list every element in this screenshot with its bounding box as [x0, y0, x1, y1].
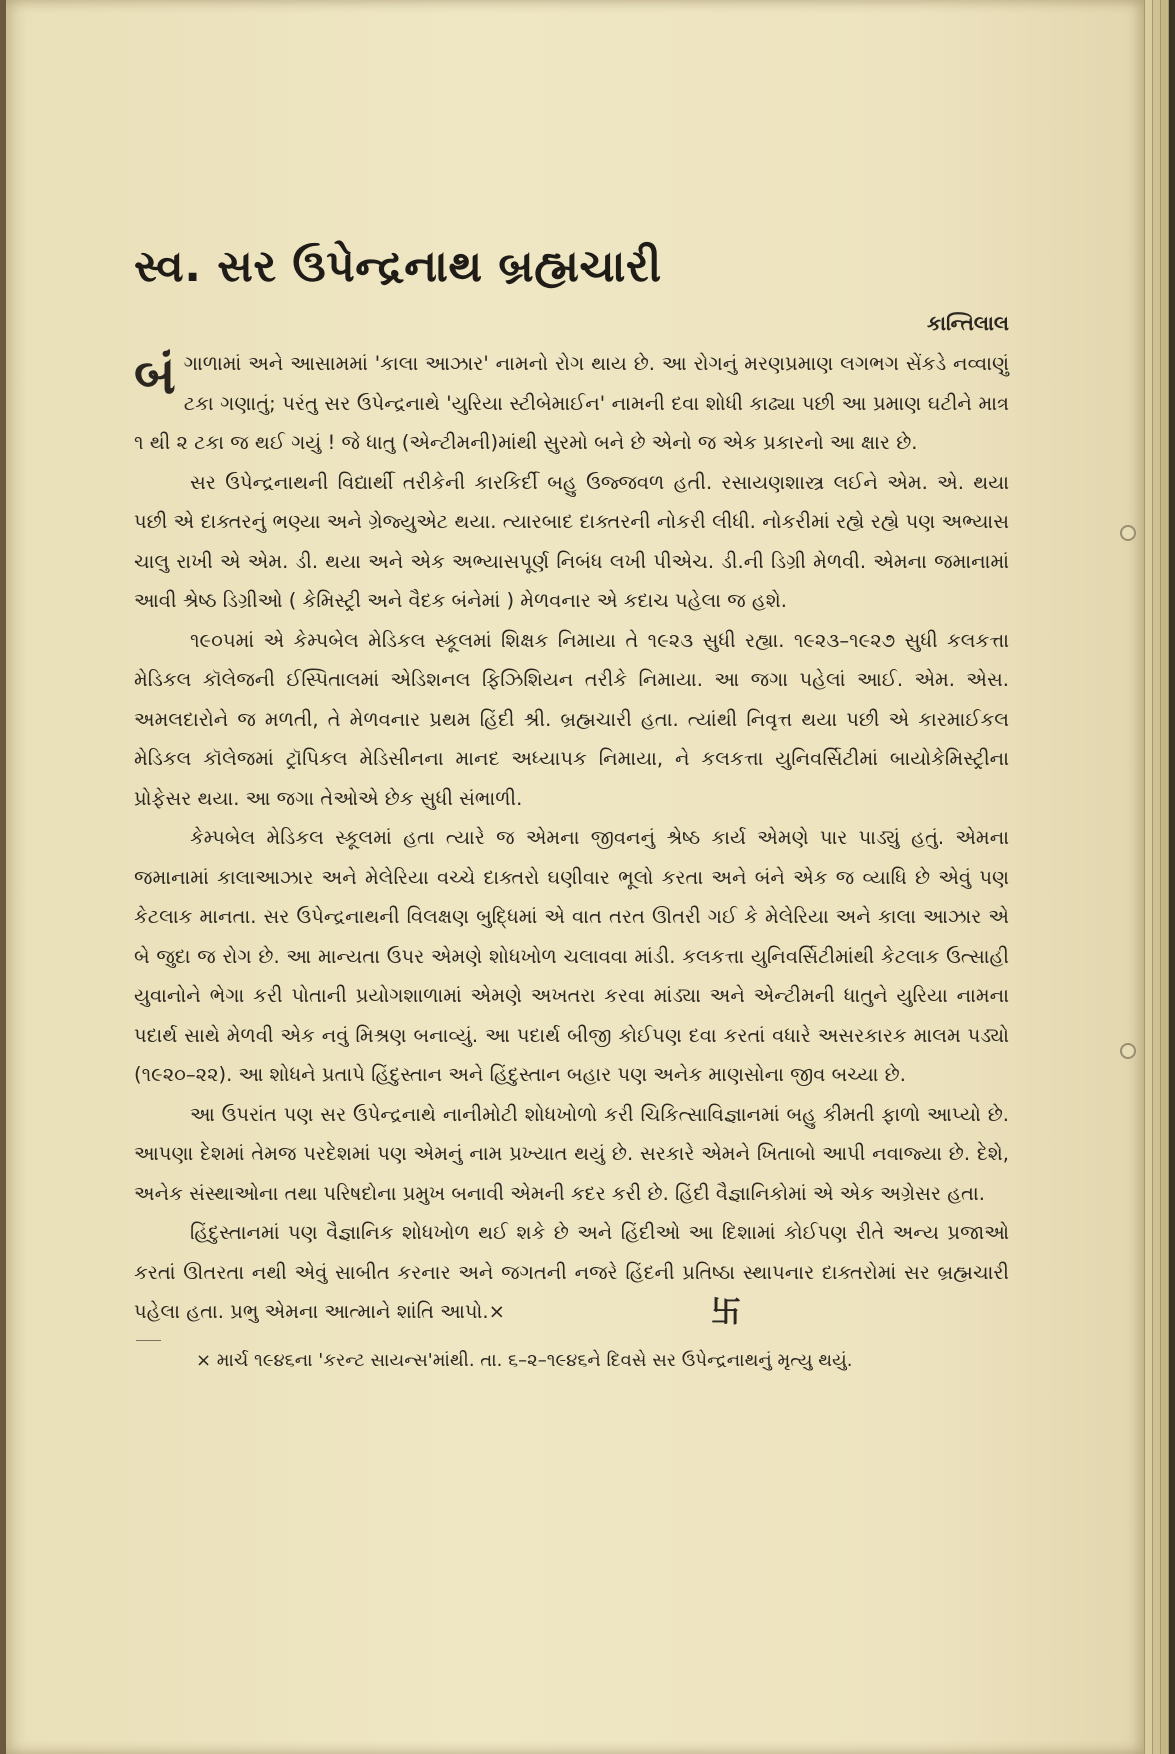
- article-title: સ્વ. સર ઉપેન્દ્રનાથ બ્રહ્મચારી: [134, 241, 662, 292]
- drop-cap: બં: [134, 346, 176, 406]
- book-spine-shadow: [1168, 0, 1175, 1754]
- article-paragraph: ૧૯૦૫માં એ કેમ્પબેલ મેડિકલ સ્કૂલમાં શિક્ષક નિમાયા તે ૧૯૨૩ સુધી રહ્યા. ૧૯૨૩–૧૯૨૭ સુધી કલકત્તા મેડિકલ કૉલેજની ઈસ્પિતાલમાં એડિશનલ ફિઝિશિયન તરીકે નિમાયા. આ જગા પહેલાં આઈ. એમ. એસ. અમલદારોને જ મળતી, તે મેળવનાર પ્રથમ હિંદી શ્રી. બ્રહ્મચારી હતા. ત્યાંથી નિવૃત્ત થયા પછી એ કારમાઈકલ મેડિકલ કૉલેજમાં ટ્રૉપિકલ મેડિસીનના માનદ અધ્યાપક નિમાયા, ને કલકત્તા યુનિવર્સિટીમાં બાયોકેમિસ્ટ્રીના પ્રોફેસર થયા. આ જગા તેઓએ છેક સુધી સંભાળી.: [134, 628, 1009, 810]
- page-edge: [1144, 0, 1152, 1754]
- paragraph-text: હિંદુસ્તાનમાં પણ વૈજ્ઞાનિક શોધખોળ થઈ શકે છે અને હિંદીઓ આ દિશામાં કોઈપણ રીતે અન્ય પ્રજાઓ કરતાં ઊતરતા નથી એવું સાબીત કરનાર અને જગતની નજરે હિંદની પ્રતિષ્ઠા સ્થાપનાર દાક્તરોમાં સર બ્રહ્મચારી પહેલા હતા. પ્રભુ એમના આત્માને શાંતિ આપો.×: [134, 1221, 1009, 1323]
- page-edge: [1152, 0, 1160, 1754]
- article-author: કાન્તિલાલ: [927, 311, 1009, 335]
- article-paragraph: આ ઉપરાંત પણ સર ઉપેન્દ્રનાથે નાનીમોટી શોધખોળો કરી ચિકિત્સાવિજ્ઞાનમાં બહુ કીમતી ફાળો આપ્યો છે. આપણા દેશમાં તેમજ પરદેશમાં પણ એમનું નામ પ્રખ્યાત થયું છે. સરકારે એમને ખિતાબો આપી નવાજ્યા છે. દેશે, અનેક સંસ્થાઓના તથા પરિષદોના પ્રમુખ બનાવી એમની કદર કરી છે. હિંદી વૈજ્ઞાનિકોમાં એ એક અગ્રેસર હતા.: [134, 1102, 1009, 1205]
- swastika-ornament-icon: 卐: [710, 1294, 741, 1330]
- footnote: × માર્ચ ૧૯૪૬ના 'કરન્ટ સાયન્સ'માંથી. તા. ૬–૨–૧૯૪૬ને દિવસે સર ઉપેન્દ્રનાથનું મૃત્યુ થયું.: [196, 1349, 853, 1371]
- article-paragraph: સર ઉપેન્દ્રનાથની વિદ્યાર્થી તરીકેની કારકિર્દી બહુ ઉજ્જવળ હતી. રસાયણશાસ્ત્ર લઈને એમ. એ. થયા પછી એ દાક્તરનું ભણ્યા અને ગ્રેજ્યુએટ થયા. ત્યારબાદ દાક્તરની નોકરી લીધી. નોકરીમાં રહ્યે રહ્યે પણ અભ્યાસ ચાલુ રાખી એ એમ. ડી. થયા અને એક અભ્યાસપૂર્ણ નિબંધ લખી પીએચ. ડી.ની ડિગ્રી મેળવી. એમના જમાનામાં આવી શ્રેષ્ઠ ડિગ્રીઓ ( કેમિસ્ટ્રી અને વૈદક બંનેમાં ) મેળવનાર એ કદાચ પહેલા જ હશે.: [134, 470, 1009, 612]
- article: [134, 238, 1009, 1381]
- book-page: [6, 0, 1144, 1754]
- article-paragraph: કેમ્પબેલ મેડિકલ સ્કૂલમાં હતા ત્યારે જ એમના જીવનનું શ્રેષ્ઠ કાર્ય એમણે પાર પાડ્યું હતું. એમના જમાનામાં કાલાઆઝાર અને મેલેરિયા વચ્ચે દાક્તરો ઘણીવાર ભૂલો કરતા અને બંને એક જ વ્યાધિ છે એવું પણ કેટલાક માનતા. સર ઉપેન્દ્રનાથની વિલક્ષણ બુદ્ધિમાં એ વાત તરત ઊતરી ગઈ કે મેલેરિયા અને કાલા આઝાર એ બે જુદા જ રોગ છે. આ માન્યતા ઉપર એમણે શોધખોળ ચલાવવા માંડી. કલકત્તા યુનિવર્સિટીમાંથી કેટલાક ઉત્સાહી યુવાનોને ભેગા કરી પોતાની પ્રયોગશાળામાં એમણે અખતરા કરવા માંડ્યા અને એન્ટીમની ધાતુને યુરિયા નામના પદાર્થ સાથે મેળવી એક નવું મિશ્રણ બનાવ્યું. આ પદાર્થ બીજી કોઈપણ દવા કરતાં વધારે અસરકારક માલમ પડ્યો (૧૯૨૦–૨૨). આ શોધને પ્રતાપે હિંદુસ્તાન અને હિંદુસ્તાન બહાર પણ અનેક માણસોના જીવ બચ્યા છે.: [134, 826, 1009, 1086]
- paragraph-text: ગાળામાં અને આસામમાં 'કાલા આઝાર' નામનો રોગ થાય છે. આ રોગનું મરણપ્રમાણ લગભગ સેંકડે નવ્વાણું ટકા ગણાતું; પરંતુ સર ઉપેન્દ્રનાથે 'યુરિયા સ્ટીબેમાઈન' નામની દવા શોધી કાઢ્યા પછી આ પ્રમાણ ઘટીને માત્ર ૧ થી ૨ ટકા જ થઈ ગયું ! જે ધાતુ (એન્ટીમની)માંથી સુરમો બને છે એનો જ એક પ્રકારનો આ ક્ષાર છે.: [134, 352, 1009, 454]
- page-edge: [1160, 0, 1168, 1754]
- article-paragraph: [134, 344, 1009, 463]
- article-paragraph-final: [134, 1213, 1009, 1332]
- binding-hole: [1120, 525, 1136, 541]
- binding-hole: [1120, 1043, 1136, 1059]
